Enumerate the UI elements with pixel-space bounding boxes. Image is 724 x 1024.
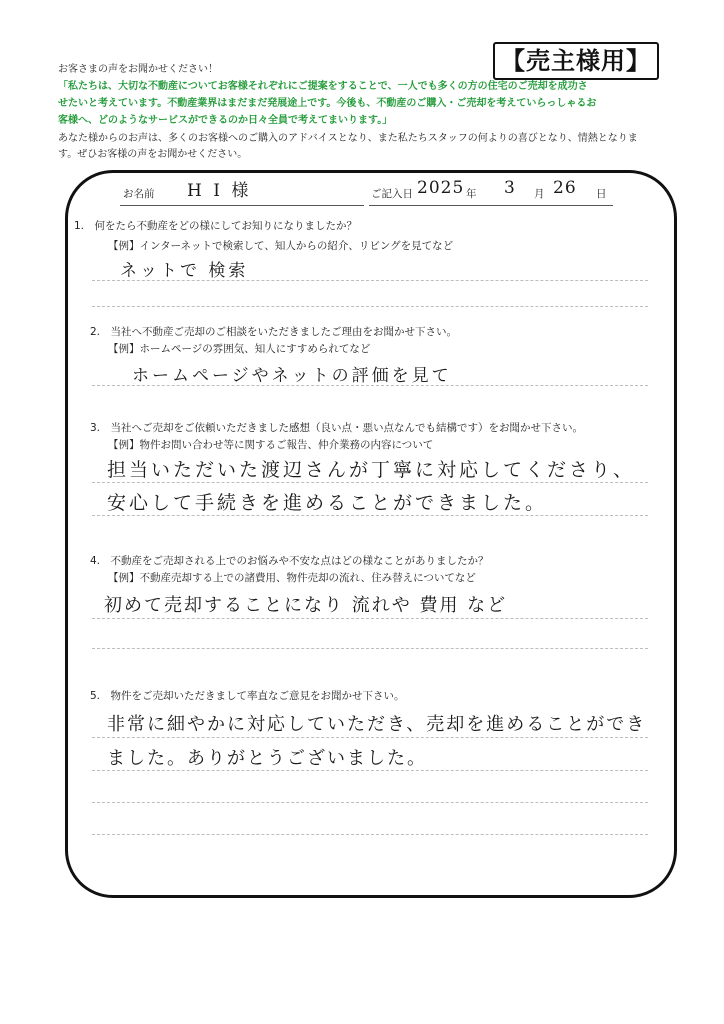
answer-3-line-2: 安心して手続きを進めることができました。 [107, 492, 548, 514]
answer-2-line-1: ホームページやネットの評価を見て [132, 366, 452, 386]
answer-4-rule-2 [92, 648, 648, 649]
example-2: 【例】ホームページの雰囲気、知人にすすめられてなど [108, 343, 371, 355]
question-1: 1. 何をたら不動産をどの様にしてお知りになりましたか？ [74, 220, 358, 232]
example-4: 【例】不動産売却する上での諸費用、物件売却の流れ、住み替えについてなど [108, 572, 476, 584]
name-label: お名前 [123, 188, 155, 200]
name-underline [120, 205, 364, 206]
date-day-value: 26 [553, 178, 577, 198]
answer-3-rule-1 [92, 482, 648, 483]
answer-1-rule-1 [92, 280, 648, 281]
answer-4-rule-1 [92, 618, 648, 619]
date-month-unit: 月 [534, 188, 545, 200]
answer-5-rule-1 [92, 737, 648, 738]
closing-line-1: あなた様からのお声は、多くのお客様へのご購入のアドバイスとなり、また私たちスタッフの何よりの喜びとなり、情熱となりま [58, 133, 638, 144]
example-1: 【例】インターネットで検索して、知人からの紹介、リビングを見てなど [108, 240, 454, 252]
request-line: お客さまの声をお聞かせください！ [58, 64, 218, 75]
answer-1-line-1: ネットで 検索 [120, 261, 249, 281]
question-3: 3. 当社へご売却をご依頼いただきました感想（良い点・悪い点なんでも結構です）をお聞かせ下さい。 [90, 422, 584, 434]
answer-1-rule-2 [92, 306, 648, 307]
answer-2-rule-1 [92, 385, 648, 386]
answer-5-rule-3 [92, 802, 648, 803]
answer-3-rule-2 [92, 515, 648, 516]
closing-line-2: す。ぜひお客様の声をお聞かせください。 [58, 149, 248, 160]
date-month-value: 3 [504, 178, 518, 198]
date-label: ご記入日 [371, 188, 413, 200]
question-5: 5. 物件をご売却いただきまして率直なご意見をお聞かせ下さい。 [90, 690, 405, 702]
message-line-3: 客様へ、どのようなサービスができるのか日々全員で考えてまいります。」 [58, 115, 393, 126]
answer-5-rule-2 [92, 770, 648, 771]
question-2: 2. 当社へ不動産ご売却のご相談をいただきましたご理由をお聞かせ下さい。 [90, 326, 458, 338]
seller-stamp: 【売主様用】 [493, 42, 659, 80]
date-underline [369, 205, 613, 206]
answer-3-line-1: 担当いただいた渡辺さんが丁寧に対応してくださり、 [107, 459, 636, 481]
answer-5-line-2: ました。ありがとうございました。 [107, 748, 427, 769]
date-year-unit: 年 [466, 188, 477, 200]
answer-4-line-1: 初めて売却することになり 流れや 費用 など [104, 595, 508, 616]
date-day-unit: 日 [596, 188, 607, 200]
answer-5-rule-4 [92, 834, 648, 835]
answer-5-line-1: 非常に細やかに対応していただき、売却を進めることができ [107, 714, 647, 735]
name-value: H I 様 [187, 181, 252, 201]
question-4: 4. 不動産をご売却される上でのお悩みや不安な点はどの様なことがありましたか？ [90, 555, 489, 567]
example-3: 【例】物件お問い合わせ等に関するご報告、仲介業務の内容について [108, 439, 434, 451]
message-line-2: せたいと考えています。不動産業界はまだまだ発展途上です。今後も、不動産のご購入・ご売却を考えていらっしゃるお [58, 98, 597, 109]
message-line-1: 「私たちは、大切な不動産についてお客様それぞれにご提案をすることで、一人でも多くの方の住宅のご売却を成功さ [58, 81, 588, 92]
date-year-value: 2025 [417, 178, 465, 198]
